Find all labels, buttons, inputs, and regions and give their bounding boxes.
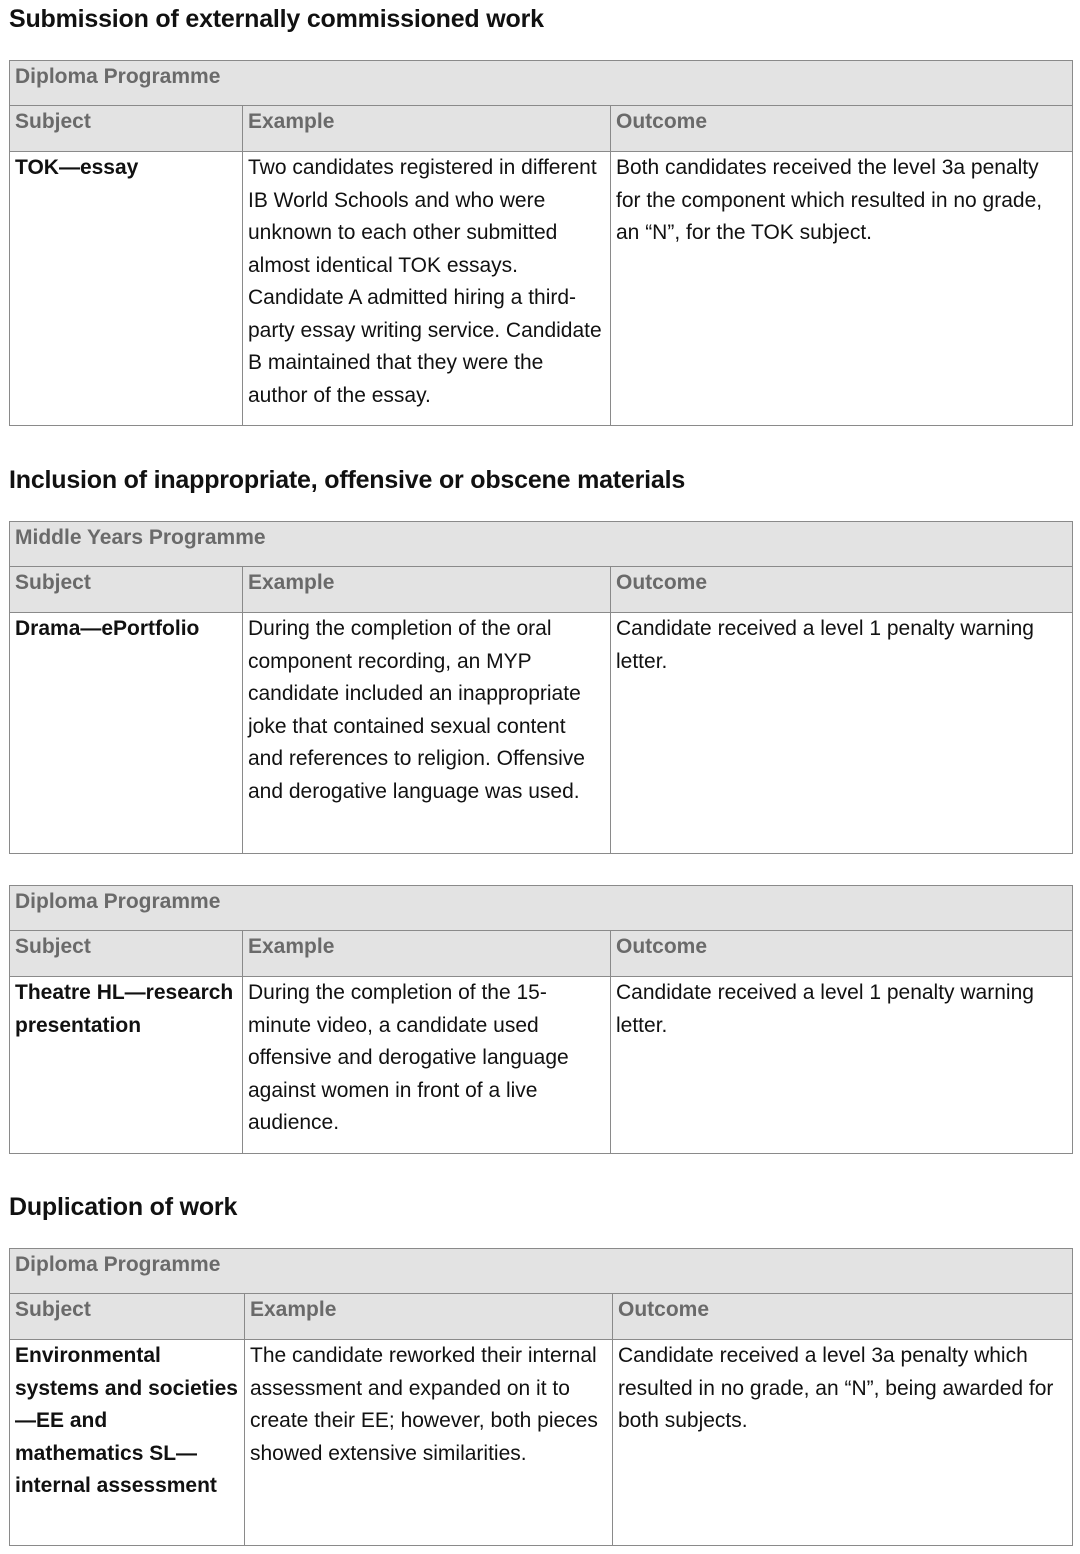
column-header-outcome: Outcome [613,1294,1073,1340]
case-table [9,521,1073,854]
programme-label: Middle Years Programme [10,522,1073,567]
section-heading: Inclusion of inappropriate, offensive or obscene materials [9,466,686,494]
programme-row [10,522,1073,567]
table-row [10,977,1073,1154]
outcome-cell: Candidate received a level 3a penalty which resulted in no grade, an “N”, being awarded for both subjects. [613,1340,1073,1546]
column-header-row [10,106,1073,152]
example-cell: During the completion of the 15-minute video, a candidate used offensive and derogative language against women in front of a live audience. [243,977,611,1154]
column-header-example: Example [245,1294,613,1340]
table-row [10,613,1073,854]
programme-label: Diploma Programme [10,886,1073,931]
programme-label: Diploma Programme [10,1249,1073,1294]
section-heading: Duplication of work [9,1193,238,1221]
subject-cell: Environmental systems and societies—EE and mathematics SL—internal assessment [10,1340,245,1546]
table-row [10,152,1073,426]
subject-cell: Theatre HL—research presentation [10,977,243,1154]
programme-row [10,886,1073,931]
outcome-cell: Candidate received a level 1 penalty warning letter. [611,613,1073,854]
example-cell: During the completion of the oral component recording, an MYP candidate included an inappropriate joke that contained sexual content and references to religion. Offensive and derogative language was used. [243,613,611,854]
column-header-example: Example [243,567,611,613]
column-header-outcome: Outcome [611,567,1073,613]
example-cell: Two candidates registered in different IB World Schools and who were unknown to each other submitted almost identical TOK essays. Candidate A admitted hiring a third-party essay writing service. Candidate B maintained that they were the author of the essay. [243,152,611,426]
programme-label: Diploma Programme [10,61,1073,106]
case-table [9,885,1073,1154]
case-table [9,60,1073,426]
case-table [9,1248,1073,1546]
section-heading: Submission of externally commissioned work [9,5,544,33]
column-header-row [10,931,1073,977]
subject-cell: Drama—ePortfolio [10,613,243,854]
column-header-row [10,567,1073,613]
programme-row [10,1249,1073,1294]
example-cell: The candidate reworked their internal assessment and expanded on it to create their EE; however, both pieces showed extensive similarities. [245,1340,613,1546]
subject-cell: TOK—essay [10,152,243,426]
column-header-example: Example [243,106,611,152]
column-header-outcome: Outcome [611,106,1073,152]
outcome-cell: Both candidates received the level 3a penalty for the component which resulted in no grade, an “N”, for the TOK subject. [611,152,1073,426]
column-header-subject: Subject [10,567,243,613]
table-row [10,1340,1073,1546]
column-header-subject: Subject [10,1294,245,1340]
column-header-example: Example [243,931,611,977]
column-header-subject: Subject [10,106,243,152]
column-header-outcome: Outcome [611,931,1073,977]
column-header-row [10,1294,1073,1340]
programme-row [10,61,1073,106]
column-header-subject: Subject [10,931,243,977]
outcome-cell: Candidate received a level 1 penalty warning letter. [611,977,1073,1154]
